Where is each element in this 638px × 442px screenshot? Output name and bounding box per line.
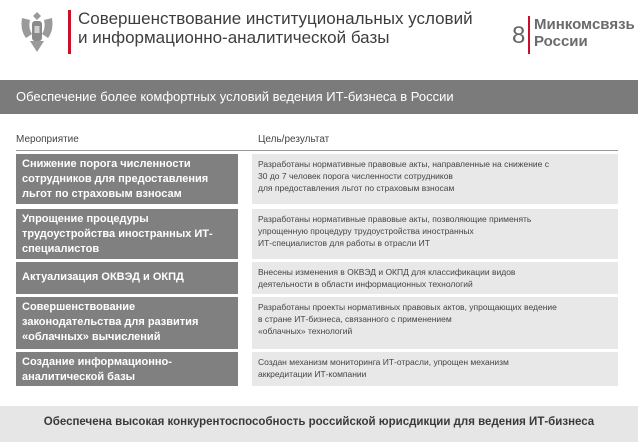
logo-line-1: Минкомсвязь	[534, 16, 635, 33]
column-header-activity: Мероприятие	[16, 134, 79, 145]
title-accent-bar	[68, 10, 71, 54]
activity-cell-2: Упрощение процедуры трудоустройства иностранных ИТ-специалистов	[16, 209, 238, 259]
footer-text: Обеспечена высокая конкурентоспособность российской юрисдикции для ведения ИТ-бизнеса	[43, 416, 595, 428]
result-cell-4: Разработаны проекты нормативных правовых актов, упрощающих ведение в стране ИТ-бизнеса, связанного с применением «облачных» технологий	[252, 297, 618, 349]
column-header-result: Цель/результат	[258, 134, 330, 145]
slide-header	[0, 0, 638, 62]
footer-banner	[0, 406, 638, 442]
activity-cell-3: Актуализация ОКВЭД и ОКПД	[16, 262, 238, 294]
header-divider	[16, 150, 618, 151]
result-cell-1: Разработаны нормативные правовые акты, направленные на снижение с 30 до 7 человек порога численности сотрудников для предоставления льгот по страховым взносам	[252, 154, 618, 204]
title-line-1: Совершенствование институциональных условий	[78, 9, 473, 28]
activity-cell-1: Снижение порога численности сотрудников для предоставления льгот по страховым взносам	[16, 154, 238, 204]
result-cell-3: Внесены изменения в ОКВЭД и ОКПД для классификации видов деятельности в области информационных технологий	[252, 262, 618, 294]
section-banner	[0, 80, 638, 114]
page-title	[78, 9, 473, 47]
logo-accent-bar	[528, 16, 530, 54]
activity-cell-4: Совершенствование законодательства для развития «облачных» вычислений	[16, 297, 238, 349]
slide-number: 8	[512, 22, 526, 49]
banner-text: Обеспечение более комфортных условий ведения ИТ-бизнеса в России	[16, 89, 454, 104]
result-cell-2: Разработаны нормативные правовые акты, позволяющие применять упрощенную процедуру трудоустройства иностранных ИТ-специалистов для работы в отрасли ИТ	[252, 209, 618, 259]
ministry-logo	[534, 16, 635, 50]
title-line-2: и информационно-аналитической базы	[78, 28, 390, 47]
result-cell-5: Создан механизм мониторинга ИТ-отрасли, упрощен механизм аккредитации ИТ-компании	[252, 352, 618, 386]
activity-cell-5: Создание информационно-аналитической базы	[16, 352, 238, 386]
coat-of-arms-icon	[18, 8, 56, 54]
logo-line-2: России	[534, 33, 588, 50]
